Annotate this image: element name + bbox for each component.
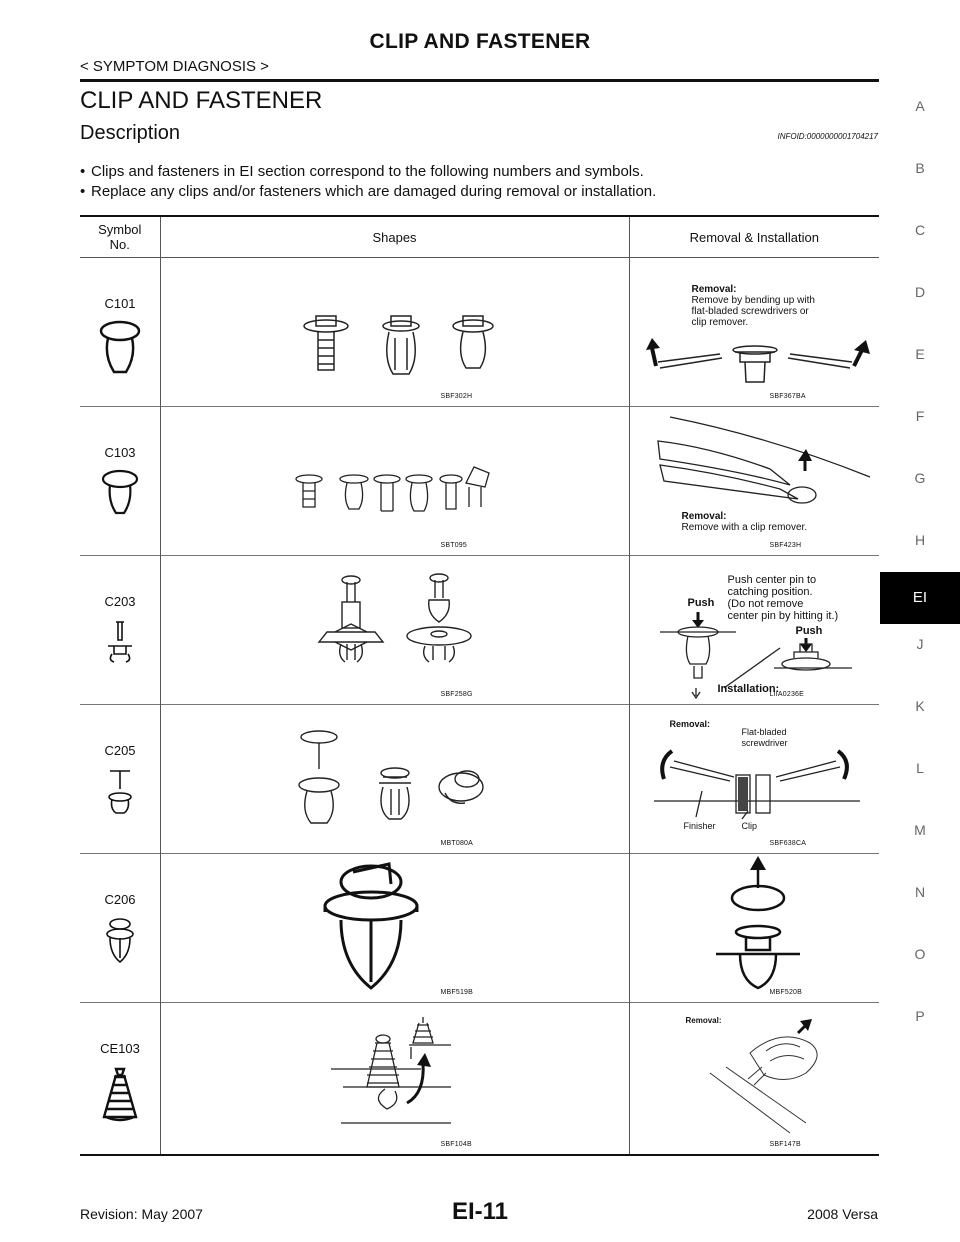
figure-code: LIIA0236E [769, 691, 804, 698]
shapes-cell [160, 258, 629, 407]
removal-label: Removal: [669, 719, 711, 729]
table-row [80, 556, 879, 705]
removal-cell [629, 1003, 879, 1155]
finisher-label: Finisher [683, 821, 716, 831]
col-header-shapes: Shapes [160, 216, 629, 258]
removal-instructions: Push center pin to catching position. (Do not remove center pin by hitting it.) [727, 574, 839, 622]
symbol-cell [80, 705, 160, 854]
shapes-cell [160, 1003, 629, 1155]
clip-label: Clip [741, 821, 758, 831]
removal-cell [629, 854, 879, 1003]
page-header-title: CLIP AND FASTENER [369, 30, 591, 53]
figure-code: SBF147B [769, 1140, 801, 1148]
table-row [80, 407, 879, 556]
info-id: INFOID:0000000001704217 [777, 132, 878, 141]
section-index-item[interactable]: C [914, 222, 926, 238]
removal-figure [630, 556, 880, 704]
section-index-item[interactable]: O [914, 946, 926, 962]
section-index-item[interactable]: K [915, 698, 925, 714]
shapes-cell [160, 705, 629, 854]
figure-code: SBF302H [440, 393, 473, 400]
figure-code: SBF367BA [769, 393, 806, 400]
symbol-label: C103 [104, 445, 136, 460]
bullet-item: • Replace any clips and/or fasteners which are damaged during removal or installation. [80, 182, 656, 202]
removal-label: Removal: [685, 1016, 722, 1025]
clip-shapes-figure [161, 258, 630, 406]
removal-figure [630, 258, 880, 406]
figure-code: SBF423H [769, 542, 802, 549]
symbol-cell [80, 407, 160, 556]
removal-figure [630, 854, 880, 1002]
symbol-label: CE103 [100, 1041, 140, 1056]
clip-symbol-icon [98, 1065, 142, 1125]
clip-symbol-icon [98, 469, 142, 519]
page-number: EI-11 [451, 1198, 509, 1225]
section-index-item[interactable]: P [915, 1008, 925, 1024]
section-index-item[interactable]: M [914, 822, 926, 838]
shapes-cell [160, 854, 629, 1003]
footer-revision: Revision: May 2007 [80, 1206, 203, 1222]
subsection-heading: Description [80, 122, 181, 144]
removal-cell [629, 705, 879, 854]
col-header-symbol: Symbol No. [80, 216, 160, 258]
clip-shapes-figure [161, 1003, 630, 1151]
section-label: < SYMPTOM DIAGNOSIS > [80, 58, 269, 75]
tool-label: Flat-bladed screwdriver [741, 727, 788, 748]
clip-symbol-icon [98, 320, 142, 376]
figure-code: MBF519B [440, 989, 474, 996]
table-row [80, 705, 879, 854]
clip-symbol-icon [98, 916, 142, 964]
bullet-list [80, 162, 656, 202]
installation-label: Installation: [717, 683, 780, 695]
removal-cell [629, 556, 879, 705]
clip-symbol-icon [98, 618, 142, 664]
symbol-label: C206 [104, 892, 136, 907]
footer-model: 2008 Versa [807, 1206, 878, 1222]
section-index-item[interactable]: D [914, 284, 926, 300]
section-heading: CLIP AND FASTENER [80, 87, 323, 114]
section-index-item[interactable]: H [914, 532, 926, 548]
figure-code: MBF520B [769, 989, 803, 996]
section-index-item[interactable]: F [915, 408, 925, 424]
symbol-cell [80, 1003, 160, 1155]
figure-code: SBF638CA [769, 840, 807, 847]
removal-instructions: Removal: Remove by bending up with flat-bladed screwdrivers or clip remover. [691, 284, 815, 328]
clip-table [80, 215, 879, 1156]
clip-shapes-figure [161, 556, 630, 704]
removal-cell [629, 258, 879, 407]
clip-shapes-figure [161, 407, 630, 555]
section-index-item[interactable]: G [914, 470, 926, 486]
symbol-cell [80, 854, 160, 1003]
section-index-item-active[interactable]: EI [880, 572, 960, 624]
figure-code: SBF104B [440, 1140, 472, 1148]
push-label: Push [795, 625, 823, 637]
bullet-item: • Clips and fasteners in EI section correspond to the following numbers and symbols. [80, 162, 656, 182]
section-index-item[interactable]: N [914, 884, 926, 900]
section-index-item[interactable]: L [916, 760, 924, 776]
push-label: Push [687, 597, 715, 609]
removal-cell [629, 407, 879, 556]
figure-code: MBT080A [440, 840, 474, 847]
table-row [80, 1003, 879, 1155]
symbol-label: C203 [104, 594, 136, 609]
table-row [80, 258, 879, 407]
symbol-cell [80, 258, 160, 407]
symbol-label: C101 [104, 296, 136, 311]
removal-instructions: Removal: Remove with a clip remover. [681, 511, 808, 533]
removal-figure [630, 1003, 880, 1151]
figure-code: SBF258G [440, 691, 473, 698]
removal-figure [630, 705, 880, 853]
symbol-cell [80, 556, 160, 705]
figure-code: SBT095 [440, 542, 467, 549]
clip-symbol-icon [98, 767, 142, 815]
clip-shapes-figure [161, 705, 630, 853]
section-index-item[interactable]: J [916, 636, 924, 652]
symbol-label: C205 [104, 743, 136, 758]
section-index-item[interactable]: A [915, 98, 925, 114]
col-header-removal: Removal & Installation [629, 216, 879, 258]
table-row [80, 854, 879, 1003]
clip-shapes-figure [161, 854, 630, 1002]
shapes-cell [160, 556, 629, 705]
section-index-item[interactable]: E [915, 346, 925, 362]
section-index [880, 96, 960, 1068]
shapes-cell [160, 407, 629, 556]
header-rule [80, 79, 879, 82]
section-index-item[interactable]: B [915, 160, 925, 176]
